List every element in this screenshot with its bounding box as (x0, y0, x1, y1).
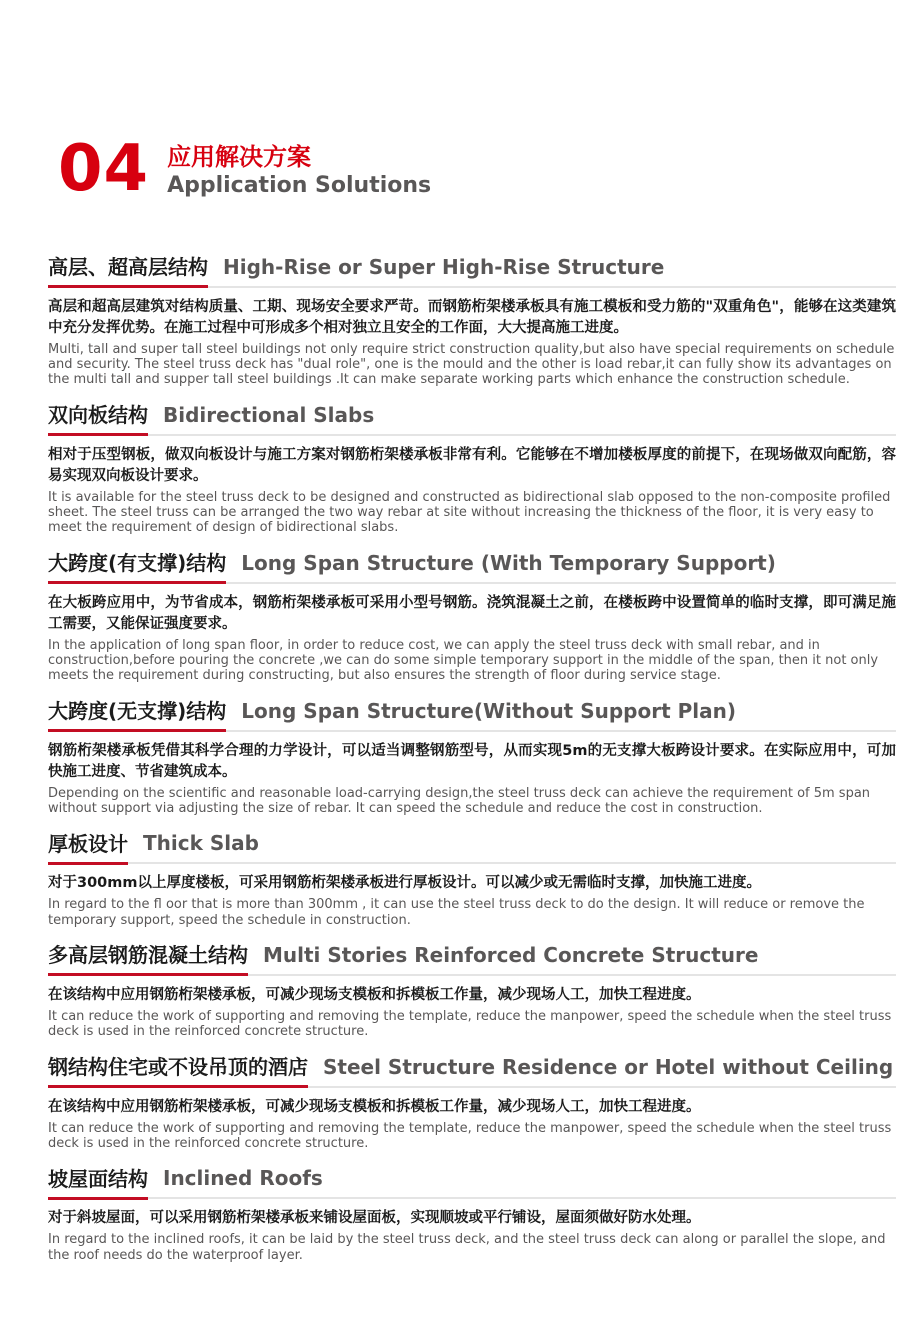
section-steel-residence-hotel (48, 1054, 896, 1152)
section-title-en: Thick Slab (143, 831, 259, 856)
section-title-en: Multi Stories Reinforced Concrete Structure (263, 942, 759, 967)
section-body-en: In regard to the fl oor that is more than 300mm , it can use the steel truss deck to do the design. It will reduce or remove the temporary support, speed the schedule in construction. (48, 897, 865, 928)
section-title-zh: 厚板设计 (48, 831, 128, 865)
section-body-zh: 高层和超高层建筑对结构质量、工期、现场安全要求严苛。而钢筋桁架楼承板具有施工模板和受力筋的"双重角色"，能够在这类建筑中充分发挥优势。在施工过程中可形成多个相对独立且安全的工作面，大大提高施工进度。 (48, 298, 896, 336)
section-thick-slab (48, 830, 896, 928)
page-header (58, 132, 896, 206)
section-header (48, 402, 896, 436)
section-body-en: Multi, tall and super tall steel buildings not only require strict construction quality,but also have special requirements on schedule and security. The steel truss deck has "dual role", one is the mould and the other is load rebar,it can fully show its advantages on the multi tall and supper tall steel buildings .It can make separate working parts which enhance the construction schedule. (48, 341, 895, 388)
section-inclined-roofs (48, 1165, 896, 1263)
section-title-zh: 高层、超高层结构 (48, 254, 208, 288)
section-body-zh: 对于300mm以上厚度楼板，可采用钢筋桁架楼承板进行厚板设计。可以减少或无需临时支撑，加快施工进度。 (48, 875, 761, 892)
section-body-zh: 在该结构中应用钢筋桁架楼承板，可减少现场支模板和拆模板工作量，减少现场人工，加快工程进度。 (48, 1098, 701, 1115)
section-body-en: It can reduce the work of supporting and removing the template, reduce the manpower, speed the schedule when the steel truss deck is used in the reinforced concrete structure. (48, 1008, 892, 1040)
section-header (48, 1054, 896, 1088)
section-body-zh: 对于斜坡屋面，可以采用钢筋桁架楼承板来铺设屋面板，实现顺坡或平行铺设，屋面须做好防水处理。 (48, 1210, 701, 1227)
section-header (48, 942, 896, 976)
section-header (48, 830, 896, 864)
section-title-zh: 钢结构住宅或不设吊顶的酒店 (48, 1054, 308, 1088)
section-body-en: It can reduce the work of supporting and removing the template, reduce the manpower, speed the schedule when the steel truss deck is used in the reinforced concrete structure. (48, 1120, 892, 1151)
page-titles (167, 140, 431, 200)
section-header (48, 254, 896, 288)
page-title-en: Application Solutions (167, 173, 432, 198)
section-body-en: In regard to the inclined roofs, it can be laid by the steel truss deck, and the steel truss deck can along or parallel the slope, and the roof needs do the waterproof layer. (48, 1232, 886, 1263)
section-title-en: Steel Structure Residence or Hotel without Ceiling (323, 1054, 894, 1079)
section-header (48, 698, 896, 732)
section-title-zh: 大跨度(有支撑)结构 (48, 550, 226, 584)
section-header (48, 1165, 896, 1199)
section-body-en: It is available for the steel truss deck to be designed and constructed as bidirectional slab opposed to the non-composite profiled sheet. The steel truss can be arranged the two way rebar at site without increasing the thickness of the floor, it is very easy to meet the requirement of design of bidirectional slabs. (48, 489, 891, 536)
section-body-zh: 在大板跨应用中，为节省成本，钢筋桁架楼承板可采用小型号钢筋。浇筑混凝土之前，在楼板跨中设置简单的临时支撑，即可满足施工需要，又能保证强度要求。 (48, 594, 896, 632)
section-body-zh: 相对于压型钢板，做双向板设计与施工方案对钢筋桁架楼承板非常有利。它能够在不增加楼板厚度的前提下，在现场做双向配筋，容易实现双向板设计要求。 (48, 446, 896, 484)
section-body-en: Depending on the scientific and reasonable load-carrying design,the steel truss deck can achieve the requirement of 5m span without support via adjusting the size of rebar. It can speed the schedule and reduce the cost in construction. (48, 785, 871, 816)
section-title-zh: 坡屋面结构 (48, 1166, 148, 1200)
section-bidirectional-slabs (48, 402, 896, 536)
section-multi-stories-concrete (48, 942, 896, 1040)
section-title-en: Long Span Structure (With Temporary Support) (241, 550, 776, 575)
page-title-zh: 应用解决方案 (167, 143, 312, 171)
section-title-zh: 大跨度(无支撑)结构 (48, 698, 226, 732)
section-title-zh: 多高层钢筋混凝土结构 (48, 942, 248, 976)
page-number: 04 (58, 132, 150, 206)
section-body-en: In the application of long span floor, in order to reduce cost, we can apply the steel truss deck with small rebar, and in construction,before pouring the concrete ,we can do some simple temporary support in the middle of the span, then it not only meets the requirement during constructing, but also ensures the strength of floor during service stage. (48, 637, 879, 684)
section-title-en: High-Rise or Super High-Rise Structure (223, 254, 665, 279)
section-title-en: Inclined Roofs (163, 1166, 323, 1191)
section-header (48, 550, 896, 584)
section-long-span-with-support (48, 550, 896, 684)
section-body-zh: 在该结构中应用钢筋桁架楼承板，可减少现场支模板和拆模板工作量，减少现场人工，加快工程进度。 (48, 986, 701, 1003)
section-high-rise (48, 254, 896, 388)
section-body-zh: 钢筋桁架楼承板凭借其科学合理的力学设计，可以适当调整钢筋型号，从而实现5m的无支撑大板跨设计要求。在实际应用中，可加快施工进度、节省建筑成本。 (48, 742, 896, 780)
section-title-en: Long Span Structure(Without Support Plan) (241, 698, 736, 723)
section-title-zh: 双向板结构 (48, 402, 148, 436)
section-title-en: Bidirectional Slabs (163, 402, 375, 427)
section-long-span-without-support (48, 698, 896, 817)
